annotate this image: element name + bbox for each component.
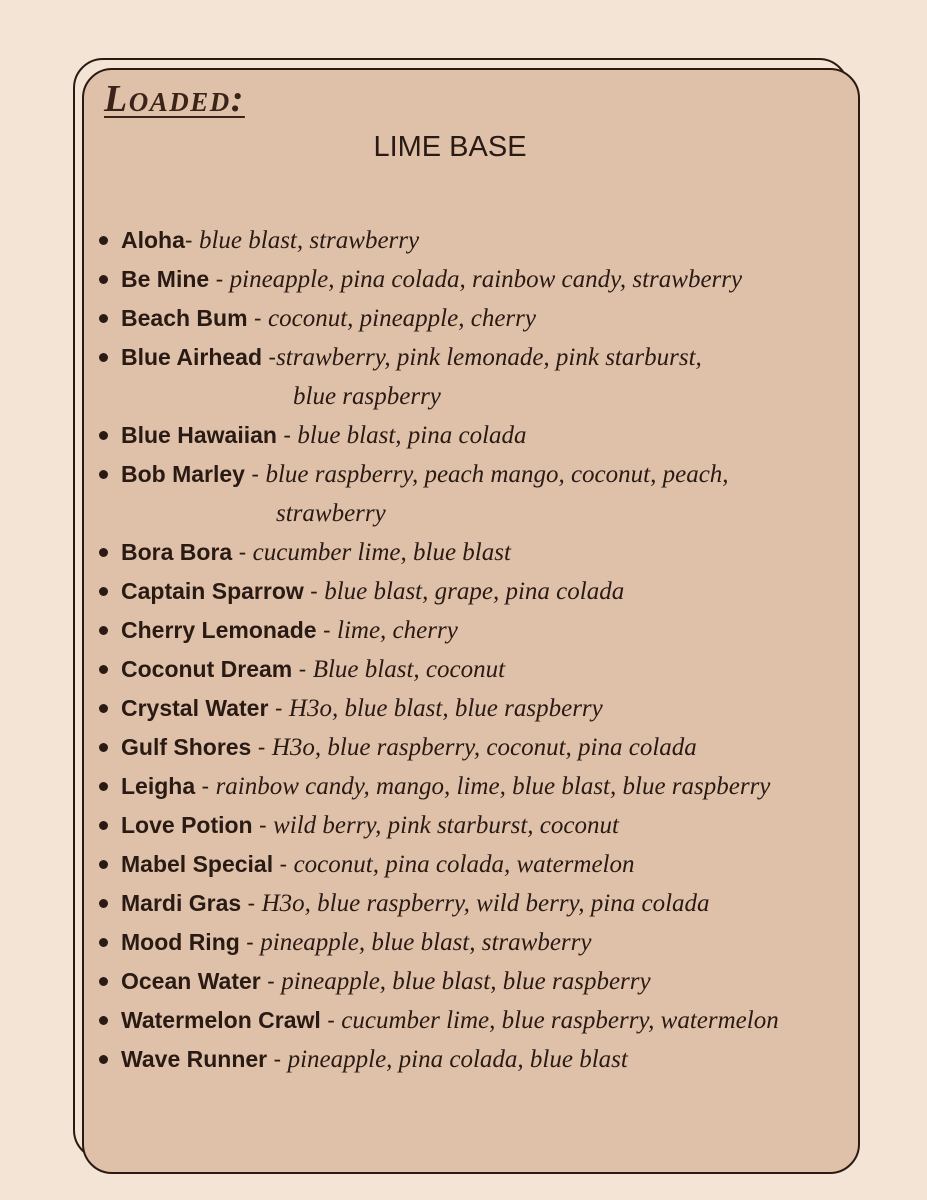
menu-heading: Loaded: — [104, 78, 245, 120]
drink-flavors: pineapple, blue blast, blue raspberry — [281, 968, 651, 995]
drink-flavors: coconut, pina colada, watermelon — [293, 851, 635, 878]
drink-separator: - — [320, 1007, 342, 1033]
drink-name: Wave Runner — [121, 1046, 268, 1072]
drink-flavors: pineapple, pina colada, rainbow candy, strawberry — [229, 266, 743, 293]
drink-name: Mabel Special — [121, 851, 274, 877]
bullet-icon — [99, 314, 108, 323]
drink-item-coconut-dream — [98, 650, 858, 689]
drink-separator: - — [244, 461, 266, 487]
drink-flavors: pineapple, pina colada, blue blast — [287, 1046, 628, 1073]
drink-item-blue-airhead — [98, 338, 858, 416]
drink-name: Be Mine — [121, 266, 210, 292]
drink-list — [98, 221, 858, 1079]
drink-flavors: Blue blast, coconut — [312, 656, 506, 683]
drink-flavors: H3o, blue blast, blue raspberry — [288, 695, 603, 722]
drink-item-cherry-lemonade — [98, 611, 858, 650]
drink-flavors: coconut, pineapple, cherry — [268, 305, 536, 332]
drink-name: Mood Ring — [121, 929, 240, 955]
drink-item-crystal-water — [98, 689, 858, 728]
drink-flavors: wild berry, pink starburst, coconut — [273, 812, 619, 839]
menu-subheading: LIME BASE — [373, 131, 527, 163]
drink-flavors: strawberry, pink lemonade, pink starburst, — [276, 344, 702, 371]
drink-flavors: rainbow candy, mango, lime, blue blast, blue raspberry — [215, 773, 771, 800]
drink-separator: - — [316, 617, 338, 643]
drink-separator: - — [247, 305, 268, 331]
bullet-icon — [99, 353, 108, 362]
bullet-icon — [99, 1055, 108, 1064]
drink-item-captain-sparrow — [98, 572, 858, 611]
drink-item-mood-ring — [98, 923, 858, 962]
bullet-icon — [99, 665, 108, 674]
drink-name: Captain Sparrow — [121, 578, 304, 604]
drink-name: Leigha — [121, 773, 196, 799]
bullet-icon — [99, 626, 108, 635]
drink-flavors: blue blast, strawberry — [198, 227, 420, 254]
drink-name: Gulf Shores — [121, 734, 252, 760]
bullet-icon — [99, 587, 108, 596]
bullet-icon — [99, 860, 108, 869]
drink-separator: - — [267, 1046, 288, 1072]
drink-separator: - — [252, 812, 274, 838]
drink-flavors-continued: strawberry — [276, 500, 386, 527]
drink-flavors-continued: blue raspberry — [293, 383, 441, 410]
drink-item-leigha — [98, 767, 858, 806]
drink-flavors: cucumber lime, blue raspberry, watermelon — [341, 1007, 779, 1034]
drink-flavors: blue raspberry, peach mango, coconut, peach, — [265, 461, 729, 488]
drink-separator: - — [260, 968, 282, 994]
drink-separator: - — [184, 227, 199, 253]
drink-item-gulf-shores — [98, 728, 858, 767]
drink-name: Cherry Lemonade — [121, 617, 317, 643]
drink-separator: - — [209, 266, 230, 292]
drink-item-wave-runner — [98, 1040, 858, 1079]
drink-flavors: cucumber lime, blue blast — [252, 539, 511, 566]
drink-item-love-potion — [98, 806, 858, 845]
bullet-icon — [99, 470, 108, 479]
drink-name: Watermelon Crawl — [121, 1007, 321, 1033]
drink-item-aloha — [98, 221, 858, 260]
drink-separator: - — [251, 734, 272, 760]
drink-item-ocean-water — [98, 962, 858, 1001]
drink-separator: - — [276, 422, 298, 448]
drink-name: Aloha — [121, 227, 185, 253]
drink-name: Bob Marley — [121, 461, 245, 487]
drink-item-mardi-gras — [98, 884, 858, 923]
bullet-icon — [99, 1016, 108, 1025]
drink-name: Ocean Water — [121, 968, 261, 994]
bullet-icon — [99, 899, 108, 908]
drink-separator: - — [268, 695, 289, 721]
drink-item-mabel-special — [98, 845, 858, 884]
drink-item-beach-bum — [98, 299, 858, 338]
drink-flavors: H3o, blue raspberry, coconut, pina colada — [271, 734, 697, 761]
drink-item-be-mine — [98, 260, 858, 299]
drink-separator: - — [292, 656, 313, 682]
drink-separator: - — [232, 539, 253, 565]
drink-separator: - — [239, 929, 261, 955]
bullet-icon — [99, 275, 108, 284]
drink-name: Blue Airhead — [121, 344, 263, 370]
bullet-icon — [99, 431, 108, 440]
drink-separator: - — [195, 773, 216, 799]
drink-separator: - — [241, 890, 262, 916]
drink-flavors: pineapple, blue blast, strawberry — [260, 929, 592, 956]
drink-item-watermelon-crawl — [98, 1001, 858, 1040]
drink-name: Crystal Water — [121, 695, 269, 721]
drink-name: Coconut Dream — [121, 656, 293, 682]
drink-name: Love Potion — [121, 812, 253, 838]
bullet-icon — [99, 782, 108, 791]
drink-name: Bora Bora — [121, 539, 233, 565]
drink-item-bob-marley — [98, 455, 858, 533]
drink-name: Beach Bum — [121, 305, 248, 331]
drink-flavors: lime, cherry — [337, 617, 458, 644]
bullet-icon — [99, 236, 108, 245]
drink-flavors: H3o, blue raspberry, wild berry, pina colada — [261, 890, 710, 917]
bullet-icon — [99, 548, 108, 557]
drink-separator: - — [262, 344, 277, 370]
bullet-icon — [99, 938, 108, 947]
bullet-icon — [99, 704, 108, 713]
drink-item-blue-hawaiian — [98, 416, 858, 455]
bullet-icon — [99, 821, 108, 830]
drink-flavors: blue blast, grape, pina colada — [324, 578, 625, 605]
drink-item-bora-bora — [98, 533, 858, 572]
drink-name: Blue Hawaiian — [121, 422, 277, 448]
drink-name: Mardi Gras — [121, 890, 242, 916]
drink-flavors: blue blast, pina colada — [297, 422, 527, 449]
drink-separator: - — [303, 578, 325, 604]
drink-separator: - — [273, 851, 294, 877]
bullet-icon — [99, 743, 108, 752]
bullet-icon — [99, 977, 108, 986]
